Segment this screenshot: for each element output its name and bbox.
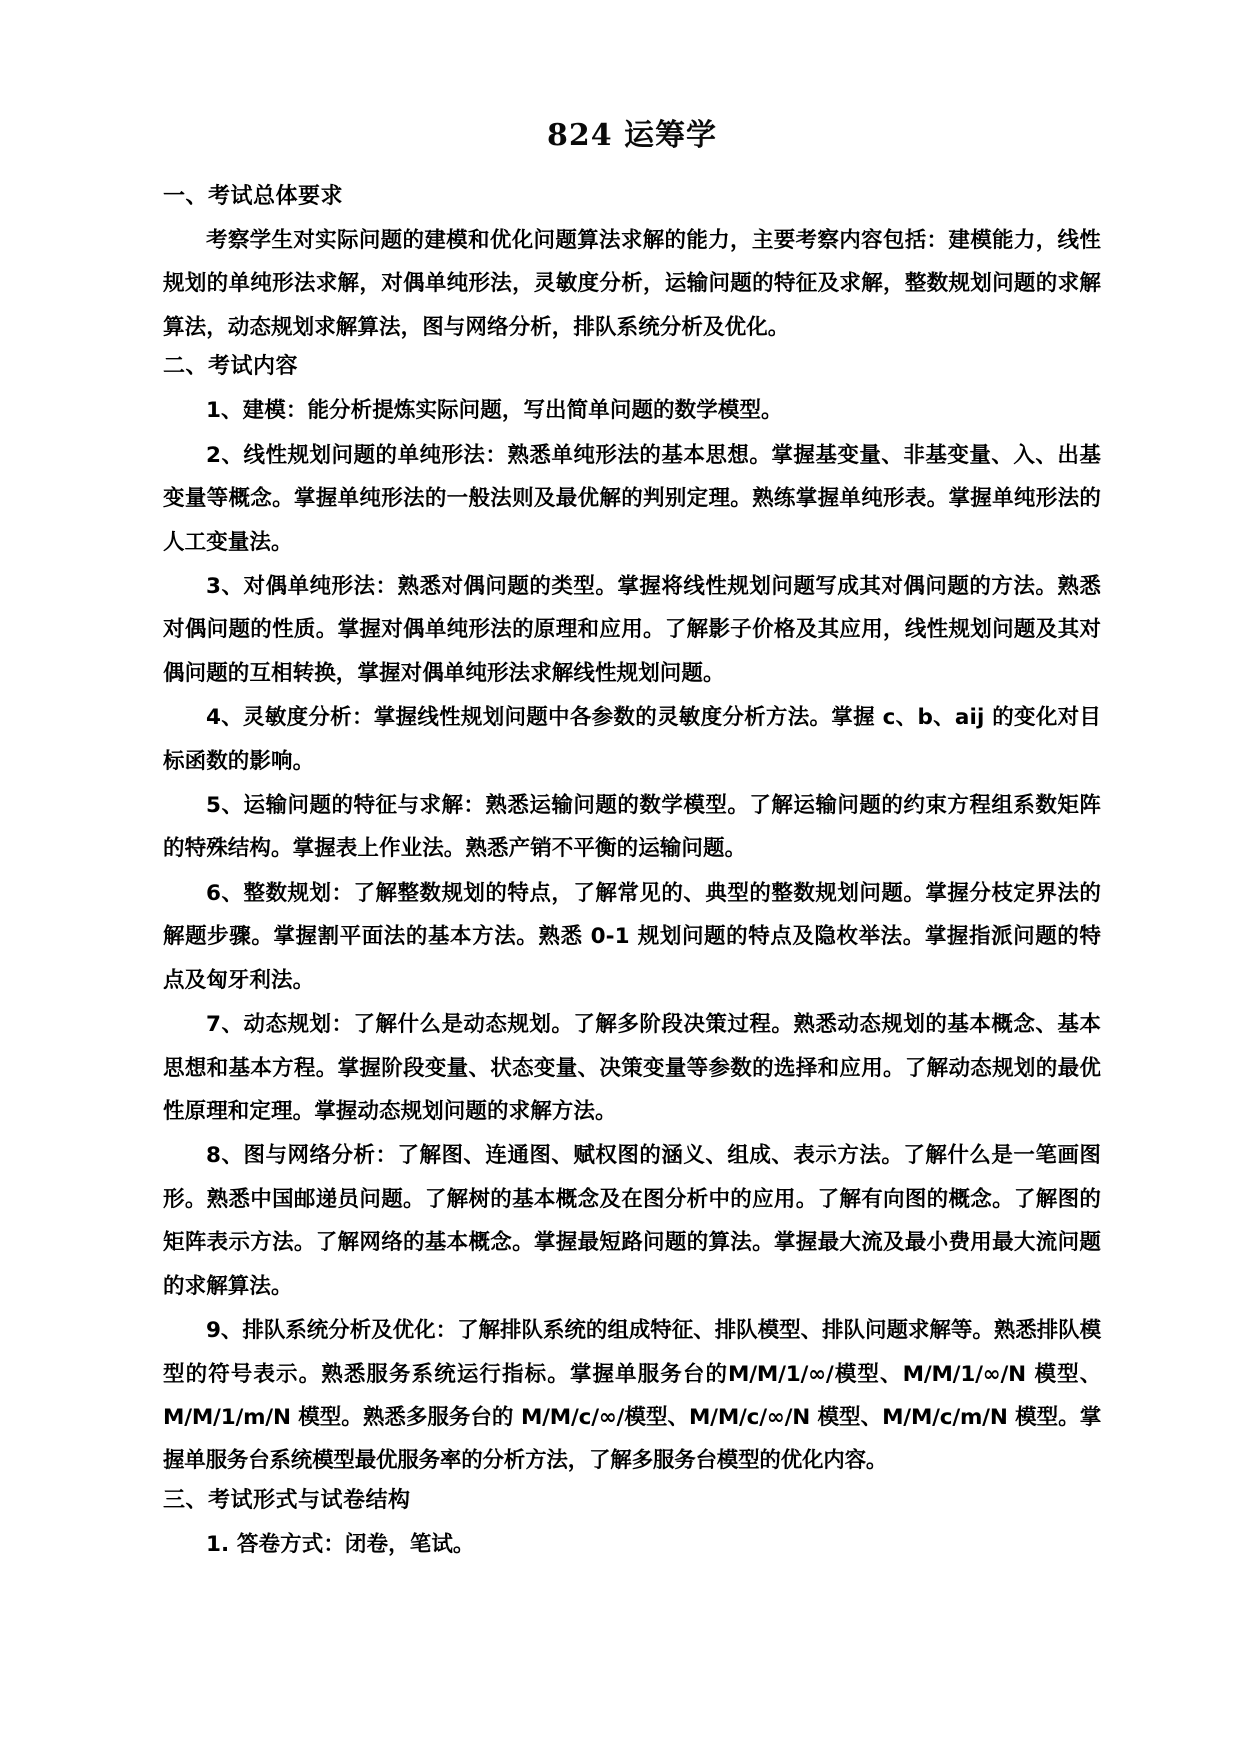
- section-heading-exam-format: 三、考试形式与试卷结构: [163, 1487, 411, 1513]
- page-title: 824 运筹学: [546, 118, 718, 153]
- content-item-4-sensitivity-analysis: 4、灵敏度分析：掌握线性规划问题中各参数的灵敏度分析方法。掌握 c、b、aij 的变化对目标函数的影响。: [163, 705, 1101, 774]
- section-heading-exam-content: 二、考试内容: [163, 354, 299, 380]
- content-item-9-queueing-system-analysis: 9、排队系统分析及优化：了解排队系统的组成特征、排队模型、排队问题求解等。熟悉排队模型的符号表示。熟悉服务系统运行指标。掌握单服务台的M/M/1/∞/模型、M/M/1/∞/N 模型、M/M/1/m/N 模型。熟悉多服务台的 M/M/c/∞/模型、M/M/c/∞/N 模型、M/M/c/m/N 模型。掌握单服务台系统模型最优服务率的分析方法，了解多服务台模型的优化内容。: [163, 1318, 1101, 1474]
- document-body: [163, 118, 1101, 1566]
- content-item-2-simplex-method: 2、线性规划问题的单纯形法：熟悉单纯形法的基本思想。掌握基变量、非基变量、入、出基变量等概念。掌握单纯形法的一般法则及最优解的判别定理。熟练掌握单纯形表。掌握单纯形法的人工变量法。: [163, 442, 1101, 555]
- exam-format-item-answer-method: 1. 答卷方式：闭卷，笔试。: [206, 1531, 475, 1557]
- section-heading-exam-requirements: 一、考试总体要求: [163, 184, 344, 209]
- content-item-1-modeling: 1、建模：能分析提炼实际问题，写出简单问题的数学模型。: [206, 398, 783, 424]
- content-item-8-graph-network-analysis: 8、图与网络分析：了解图、连通图、赋权图的涵义、组成、表示方法。了解什么是一笔画图形。熟悉中国邮递员问题。了解树的基本概念及在图分析中的应用。了解有向图的概念。了解图的矩阵表示方法。了解网络的基本概念。掌握最短路问题的算法。掌握最大流及最小费用最大流问题的求解算法。: [163, 1143, 1101, 1299]
- content-item-6-integer-programming: 6、整数规划：了解整数规划的特点，了解常见的、典型的整数规划问题。掌握分枝定界法的解题步骤。掌握割平面法的基本方法。熟悉 0-1 规划问题的特点及隐枚举法。掌握指派问题的特点及匈牙利法。: [163, 880, 1101, 993]
- content-item-3-dual-simplex-method: 3、对偶单纯形法：熟悉对偶问题的类型。掌握将线性规划问题写成其对偶问题的方法。熟悉对偶问题的性质。掌握对偶单纯形法的原理和应用。了解影子价格及其应用，线性规划问题及其对偶问题的互相转换，掌握对偶单纯形法求解线性规划问题。: [163, 573, 1101, 686]
- paragraph-overall-requirements: 考察学生对实际问题的建模和优化问题算法求解的能力，主要考察内容包括：建模能力，线性规划的单纯形法求解，对偶单纯形法，灵敏度分析，运输问题的特征及求解，整数规划问题的求解算法，动态规划求解算法，图与网络分析，排队系统分析及优化。: [163, 228, 1101, 340]
- content-item-5-transportation-problem: 5、运输问题的特征与求解：熟悉运输问题的数学模型。了解运输问题的约束方程组系数矩阵的特殊结构。掌握表上作业法。熟悉产销不平衡的运输问题。: [163, 793, 1101, 862]
- content-item-7-dynamic-programming: 7、动态规划：了解什么是动态规划。了解多阶段决策过程。熟悉动态规划的基本概念、基本思想和基本方程。掌握阶段变量、状态变量、决策变量等参数的选择和应用。了解动态规划的最优性原理和定理。掌握动态规划问题的求解方法。: [163, 1012, 1101, 1125]
